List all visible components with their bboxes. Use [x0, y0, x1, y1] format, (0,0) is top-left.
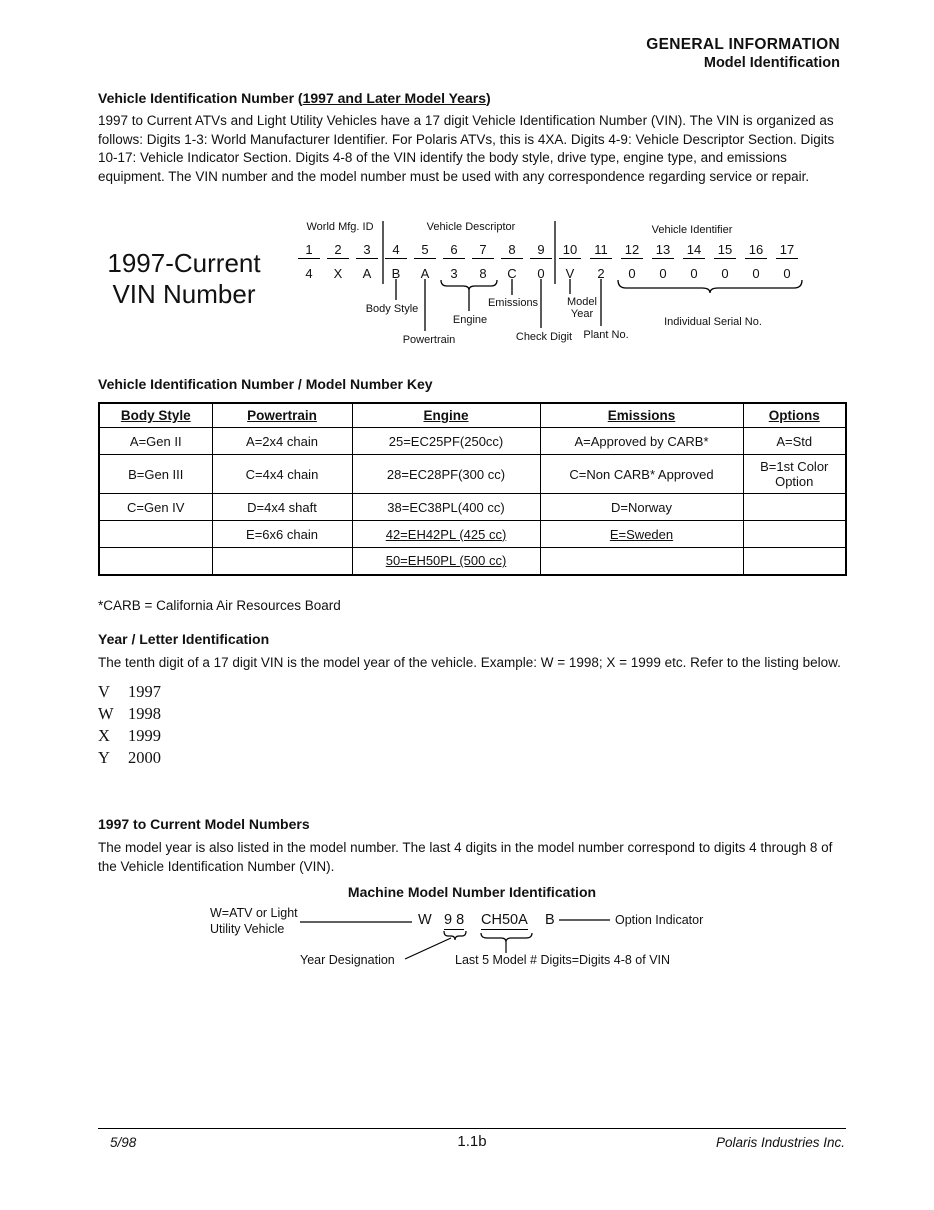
key-table-cell: B=Gen III [99, 455, 212, 494]
key-table-cell [743, 521, 846, 548]
key-table-row [99, 548, 846, 575]
model-code-year-digits: 9 8 [444, 912, 465, 928]
emissions-callout: Emissions [487, 297, 539, 309]
key-section-heading: Vehicle Identification Number / Model Number Key [98, 376, 433, 392]
key-table-cell [743, 494, 846, 521]
vin-position-7: 7 [472, 242, 494, 259]
key-section [98, 376, 848, 576]
atv-label-line2: Utility Vehicle [210, 922, 285, 936]
key-table-cell [99, 521, 212, 548]
year-value: 1998 [128, 703, 161, 723]
year-letter: Y [98, 747, 110, 767]
last5-digits-label: Last 5 Model # Digits=Digits 4-8 of VIN [455, 953, 671, 967]
vin-value-14: 0 [690, 266, 698, 281]
key-table-header-cell: Powertrain [212, 403, 352, 428]
vin-value-10: V [565, 266, 575, 281]
group-label-vehicle-descriptor: Vehicle Descriptor [426, 221, 516, 233]
year-section-heading: Year / Letter Identification [98, 631, 270, 647]
vin-position-3: 3 [356, 242, 378, 259]
individual-serial-callout: Individual Serial No. [664, 316, 762, 328]
key-table-header-cell: Options [743, 403, 846, 428]
doc-header-subtitle: Model Identification [703, 55, 840, 71]
model-year-callout: Model Year [567, 296, 597, 320]
key-table-cell: A=2x4 chain [212, 428, 352, 455]
vin-value-4: B [391, 266, 401, 281]
year-value: 2000 [128, 747, 161, 767]
key-table-row [99, 494, 846, 521]
vin-heading-underlined: 1997 and Later Model Years [302, 90, 486, 106]
vin-position-2: 2 [327, 242, 349, 259]
vin-diagram-title [98, 248, 270, 310]
vin-value-11: 2 [597, 266, 605, 281]
vin-value-5: A [420, 266, 430, 281]
key-table-header-cell: Emissions [540, 403, 743, 428]
vin-value-12: 0 [628, 266, 636, 281]
vin-grid [295, 218, 838, 370]
year-letter-section [98, 631, 848, 769]
serial-underbrace [618, 280, 802, 293]
key-table-cell: B=1st Color Option [743, 455, 846, 494]
footer-rule [98, 1128, 846, 1129]
model-section-paragraph: The model year is also listed in the model number. The last 4 digits in the model number correspond to digits 4 through 8 of the Vehicle Identification Number (VIN). [98, 840, 833, 874]
key-table-row [99, 428, 846, 455]
year-section-paragraph: The tenth digit of a 17 digit VIN is the model year of the vehicle. Example: W = 1998; X = 1999 etc. Refer to the listing below. [98, 655, 841, 670]
atv-label-line1: W=ATV or Light [210, 906, 298, 920]
group-label-world-mfg-id: World Mfg. ID [306, 221, 374, 233]
vin-position-12: 12 [621, 242, 643, 259]
vin-position-4: 4 [385, 242, 407, 259]
vin-section-heading [98, 90, 848, 106]
vin-position-1: 1 [298, 242, 320, 259]
key-table-cell: D=4x4 shaft [212, 494, 352, 521]
year-row [98, 703, 848, 725]
model-code-prefix: W [418, 912, 432, 928]
carb-footnote: *CARB = California Air Resources Board [98, 598, 341, 613]
key-table-cell: C=4x4 chain [212, 455, 352, 494]
key-table-cell [540, 548, 743, 575]
option-indicator-label: Option Indicator [615, 913, 704, 927]
key-table-cell: E=6x6 chain [212, 521, 352, 548]
vin-title-line2: VIN Number [112, 279, 256, 309]
vin-title-line1: 1997-Current [107, 248, 261, 278]
year-row [98, 681, 848, 703]
vin-position-11: 11 [590, 242, 612, 259]
year-value: 1997 [128, 681, 161, 701]
footer-company: Polaris Industries Inc. [715, 1135, 845, 1150]
vin-value-16: 0 [752, 266, 760, 281]
vin-value-9: 0 [537, 266, 545, 281]
model-code-model-digits: CH50A [481, 912, 528, 928]
footer-page-number: 1.1b [457, 1133, 487, 1150]
year-letter: X [98, 725, 110, 745]
year-underbrace [444, 931, 466, 940]
group-label-vehicle-identifier: Vehicle Identifier [651, 224, 733, 236]
vin-position-10: 10 [559, 242, 581, 259]
key-table-cell: D=Norway [540, 494, 743, 521]
vin-model-key-table [98, 402, 847, 576]
year-letter: W [98, 703, 114, 723]
key-table-cell: A=Std [743, 428, 846, 455]
key-table-cell [99, 548, 212, 575]
footer-date: 5/98 [110, 1135, 137, 1150]
vin-position-5: 5 [414, 242, 436, 259]
key-table-row [99, 455, 846, 494]
model-numbers-section [98, 816, 848, 876]
key-table-header-row [99, 403, 846, 428]
vin-value-6: 3 [450, 266, 458, 281]
vin-section [98, 90, 848, 186]
vin-value-8: C [507, 266, 517, 281]
key-table-cell: E=Sweden [540, 521, 743, 548]
model-underbrace [481, 933, 532, 942]
key-table-cell [212, 548, 352, 575]
key-table-cell: 25=EC25PF(250cc) [352, 428, 540, 455]
year-value: 1999 [128, 725, 161, 745]
key-table-cell: C=Non CARB* Approved [540, 455, 743, 494]
engine-callout: Engine [452, 314, 488, 326]
vin-intro-paragraph: 1997 to Current ATVs and Light Utility Vehicles have a 17 digit Vehicle Identification Number (VIN). The VIN is organized as follows: Digits 1-3: World Manufacturer Identifier. For Polaris ATVs, this is 4XA. Digits 4-9: Vehicle Descriptor Section. Digits 10-17: Vehicle Indicator Section. Digits 4-8 of the VIN identify the body style, drive type, engine type, and emissions equipment. The VIN number and the model number must be used with any correspondence regarding service or repair. [98, 113, 835, 184]
body-style-callout: Body Style [365, 303, 419, 315]
vin-position-16: 16 [745, 242, 767, 259]
key-table-header-cell: Body Style [99, 403, 212, 428]
vin-value-15: 0 [721, 266, 729, 281]
plant-no-callout: Plant No. [583, 329, 629, 341]
check-digit-callout: Check Digit [515, 331, 573, 343]
vin-heading-prefix: Vehicle Identification Number ( [98, 90, 303, 106]
machine-model-number-title: Machine Model Number Identification [347, 884, 597, 900]
key-table-cell: 50=EH50PL (500 cc) [352, 548, 540, 575]
vin-value-2: X [333, 266, 343, 281]
year-list [98, 681, 848, 769]
year-row [98, 725, 848, 747]
model-code-option: B [545, 912, 555, 928]
vin-value-3: A [362, 266, 372, 281]
vin-value-17: 0 [783, 266, 791, 281]
key-table-row [99, 521, 846, 548]
vin-position-6: 6 [443, 242, 465, 259]
vin-number-diagram [98, 218, 845, 370]
vin-value-7: 8 [479, 266, 487, 281]
vin-position-8: 8 [501, 242, 523, 259]
doc-header [646, 36, 840, 71]
vin-position-15: 15 [714, 242, 736, 259]
engine-underbrace [441, 280, 497, 290]
vin-value-13: 0 [659, 266, 667, 281]
vin-diagram-lines [295, 218, 838, 370]
vin-heading-suffix: ) [485, 90, 491, 106]
vin-position-13: 13 [652, 242, 674, 259]
year-letter: V [98, 681, 110, 701]
key-table-cell [743, 548, 846, 575]
doc-header-title: GENERAL INFORMATION [646, 36, 840, 53]
key-table-cell: A=Gen II [99, 428, 212, 455]
year-row [98, 747, 848, 769]
model-number-diagram [98, 903, 846, 988]
key-table-cell: 38=EC38PL(400 cc) [352, 494, 540, 521]
year-designation-label: Year Designation [300, 953, 395, 967]
key-table-cell: C=Gen IV [99, 494, 212, 521]
key-table-cell: A=Approved by CARB* [540, 428, 743, 455]
vin-position-17: 17 [776, 242, 798, 259]
model-section-heading: 1997 to Current Model Numbers [98, 816, 310, 832]
powertrain-callout: Powertrain [402, 334, 456, 346]
year-designation-pointer-line [405, 938, 451, 959]
vin-value-1: 4 [305, 266, 313, 281]
vin-position-14: 14 [683, 242, 705, 259]
key-table-body [99, 428, 846, 575]
key-table-cell: 42=EH42PL (425 cc) [352, 521, 540, 548]
key-table-header-cell: Engine [352, 403, 540, 428]
vin-position-9: 9 [530, 242, 552, 259]
key-table-cell: 28=EC28PF(300 cc) [352, 455, 540, 494]
